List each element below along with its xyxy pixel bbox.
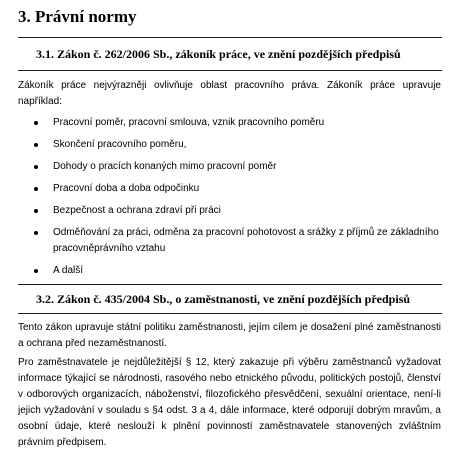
list-item: Odměňování za práci, odměna za pracovní pohotovost a srážky z příjmů ze základního pracovněprávního vztahu	[0, 225, 458, 257]
heading-rule-bottom	[18, 70, 442, 71]
employer-rules-paragraph: Pro zaměstnavatele je nejdůležitější § 12, který zakazuje při výběru zaměstnanců vyžadovat informace týkající se národnosti, rasového nebo etnického původu, politických postojů, členství v odborových organizacích, náboženství, filozofického přesvědčení, sexuální orientace, není-li jejich vyžadování v souladu s §4 odst. 3 a 4, dále informace, které odporují dobrým mravům, a osobní údaje, které neslouží k plnění povinností zaměstnavatele stanovených zvláštním právním předpisem.	[18, 357, 441, 448]
list-item: Dohody o pracích konaných mimo pracovní poměr	[0, 159, 458, 175]
intro-paragraph: Zákoník práce nejvýrazněji ovlivňuje oblast pracovního práva. Zákoník práce upravuje například:	[18, 80, 441, 107]
subsection-heading-1: 3.1. Zákon č. 262/2006 Sb., zákoník práce, ve znění pozdějších předpisů	[36, 47, 401, 61]
topic-list	[0, 115, 458, 279]
bullet-icon	[34, 269, 38, 273]
bullet-icon	[34, 231, 38, 235]
list-item: Bezpečnost a ochrana zdraví při práci	[0, 203, 458, 219]
bullet-icon	[34, 187, 38, 191]
heading-rule-bottom	[18, 313, 442, 314]
list-item: A další	[0, 263, 458, 279]
section-title: 3. Právní normy	[18, 7, 137, 26]
employment-policy-paragraph: Tento zákon upravuje státní politiku zaměstnanosti, jejím cílem je dosažení plné zaměstnanosti a ochrana před nezaměstnaností.	[18, 322, 441, 349]
bullet-icon	[34, 165, 38, 169]
bullet-icon	[34, 209, 38, 213]
list-item: Skončení pracovního poměru,	[0, 137, 458, 153]
bullet-icon	[34, 143, 38, 147]
list-item: Pracovní doba a doba odpočinku	[0, 181, 458, 197]
subsection-heading-2: 3.2. Zákon č. 435/2004 Sb., o zaměstnanosti, ve znění pozdějších předpisů	[36, 292, 411, 306]
heading-rule-top	[18, 37, 442, 38]
list-item: Pracovní poměr, pracovní smlouva, vznik pracovního poměru	[0, 115, 458, 131]
bullet-icon	[34, 121, 38, 125]
heading-rule-top	[18, 284, 442, 285]
